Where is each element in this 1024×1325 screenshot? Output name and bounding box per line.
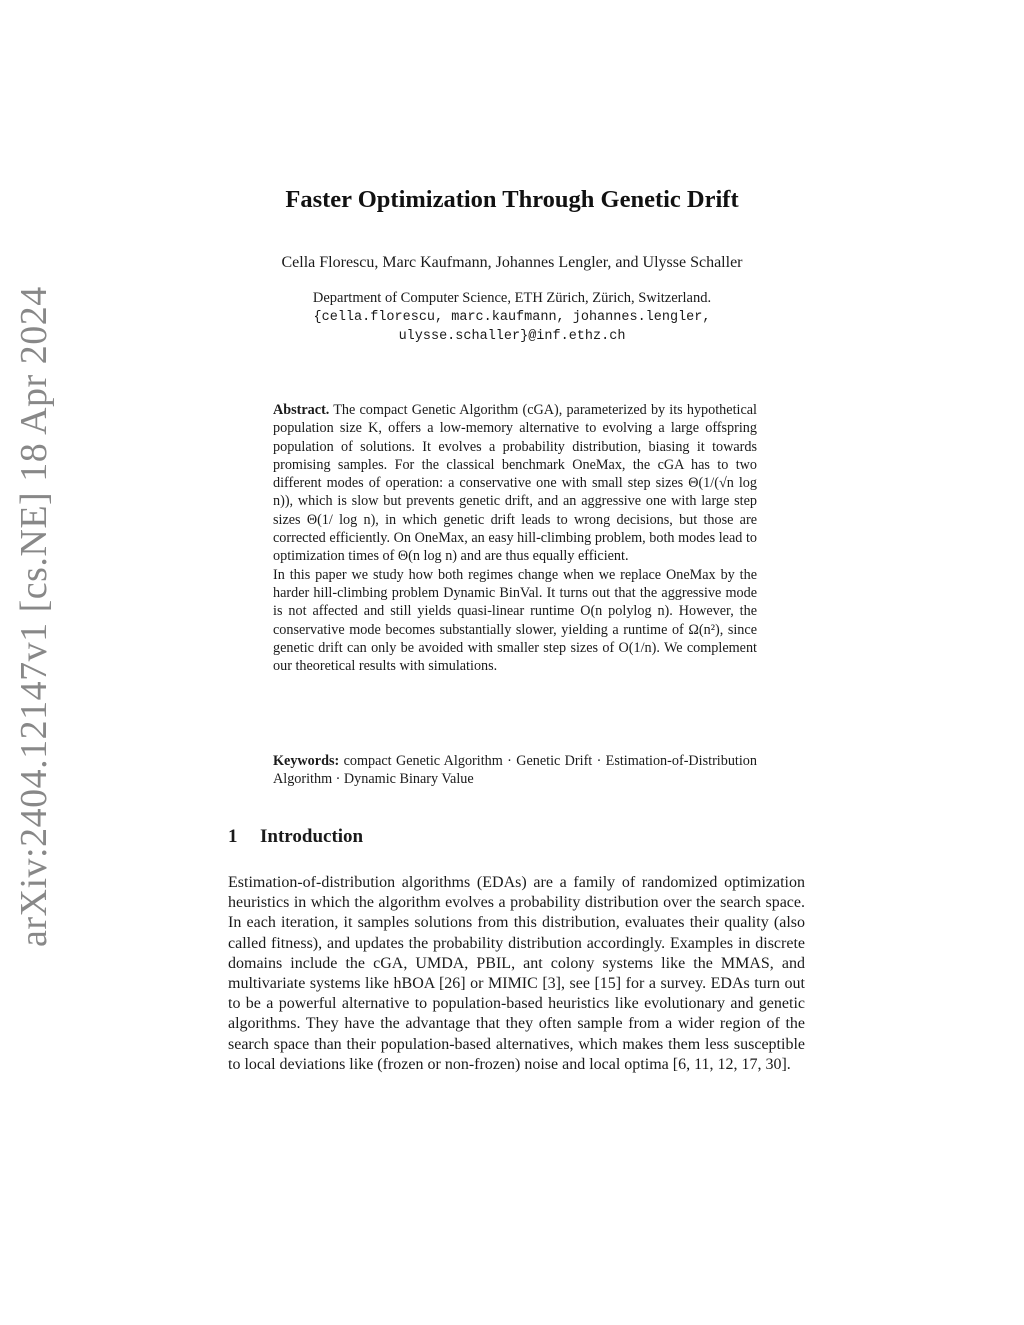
- paper-title: Faster Optimization Through Genetic Drift: [285, 186, 739, 213]
- section-heading: [228, 826, 363, 848]
- email-line-2: ulysse.schaller}@inf.ethz.ch: [398, 329, 626, 344]
- introduction-body: [228, 873, 805, 1075]
- abstract: [273, 401, 757, 675]
- keywords: [273, 752, 757, 789]
- affiliation-block: [0, 289, 1024, 346]
- section-number: 1: [228, 826, 238, 847]
- author-list: Cella Florescu, Marc Kaufmann, Johannes Lengler, and Ulysse Schaller: [281, 254, 743, 271]
- keywords-text: compact Genetic Algorithm · Genetic Drift · Estimation-of-Distribution Algorithm · Dynamic Binary Value: [273, 753, 757, 788]
- arxiv-identifier: arXiv:2404.12147v1 [cs.NE] 18 Apr 2024: [13, 286, 55, 947]
- abstract-text-1: The compact Genetic Algorithm (cGA), parameterized by its hypothetical population size K, offers a low-memory alternative to evolving a large offspring population of solutions. It evolves a probability distribution, biasing it towards promising samples. For the classical benchmark OneMax, the cGA has to two different modes of operation: a conservative one with small step sizes Θ(1/(√n log n)), which is slow but prevents genetic drift, and an aggressive one with large step sizes Θ(1/ log n), in which genetic drift leads to wrong decisions, but those are corrected efficiently. On OneMax, an easy hill-climbing problem, both modes lead to optimization times of Θ(n log n) and are thus equally efficient.: [273, 402, 757, 565]
- section-title: Introduction: [260, 826, 364, 847]
- abstract-paragraph-2: In this paper we study how both regimes change when we replace OneMax by the harder hill-climbing problem Dynamic BinVal. It turns out that the aggressive mode is not affected and still yields quasi-linear runtime O(n polylog n). However, the conservative mode becomes substantially slower, yielding a runtime of Ω(n²), since genetic drift can only be avoided with smaller step sizes of O(1/n). We complement our theoretical results with simulations.: [273, 566, 757, 675]
- email-line-1: {cella.florescu, marc.kaufmann, johannes.lengler,: [313, 310, 711, 325]
- keywords-label: Keywords:: [273, 753, 340, 769]
- abstract-label: Abstract.: [273, 402, 330, 418]
- department: Department of Computer Science, ETH Zürich, Zürich, Switzerland.: [312, 290, 712, 306]
- abstract-paragraph-1: [273, 401, 757, 566]
- introduction-paragraph: Estimation-of-distribution algorithms (EDAs) are a family of randomized optimization heuristics in which the algorithm evolves a probability distribution over the search space. In each iteration, it samples solutions from this distribution, evaluates their quality (also called fitness), and updates the probability distribution accordingly. Examples in discrete domains include the cGA, UMDA, PBIL, ant colony systems like the MMAS, and multivariate systems like hBOA [26] or MIMIC [3], see [15] for a survey. EDAs turn out to be a powerful alternative to population-based heuristics like evolutionary and genetic algorithms. They have the advantage that they often sample from a wider region of the search space than their population-based alternatives, which makes them less susceptible to local deviations like (frozen or non-frozen) noise and local optima [6, 11, 12, 17, 30].: [228, 874, 805, 1073]
